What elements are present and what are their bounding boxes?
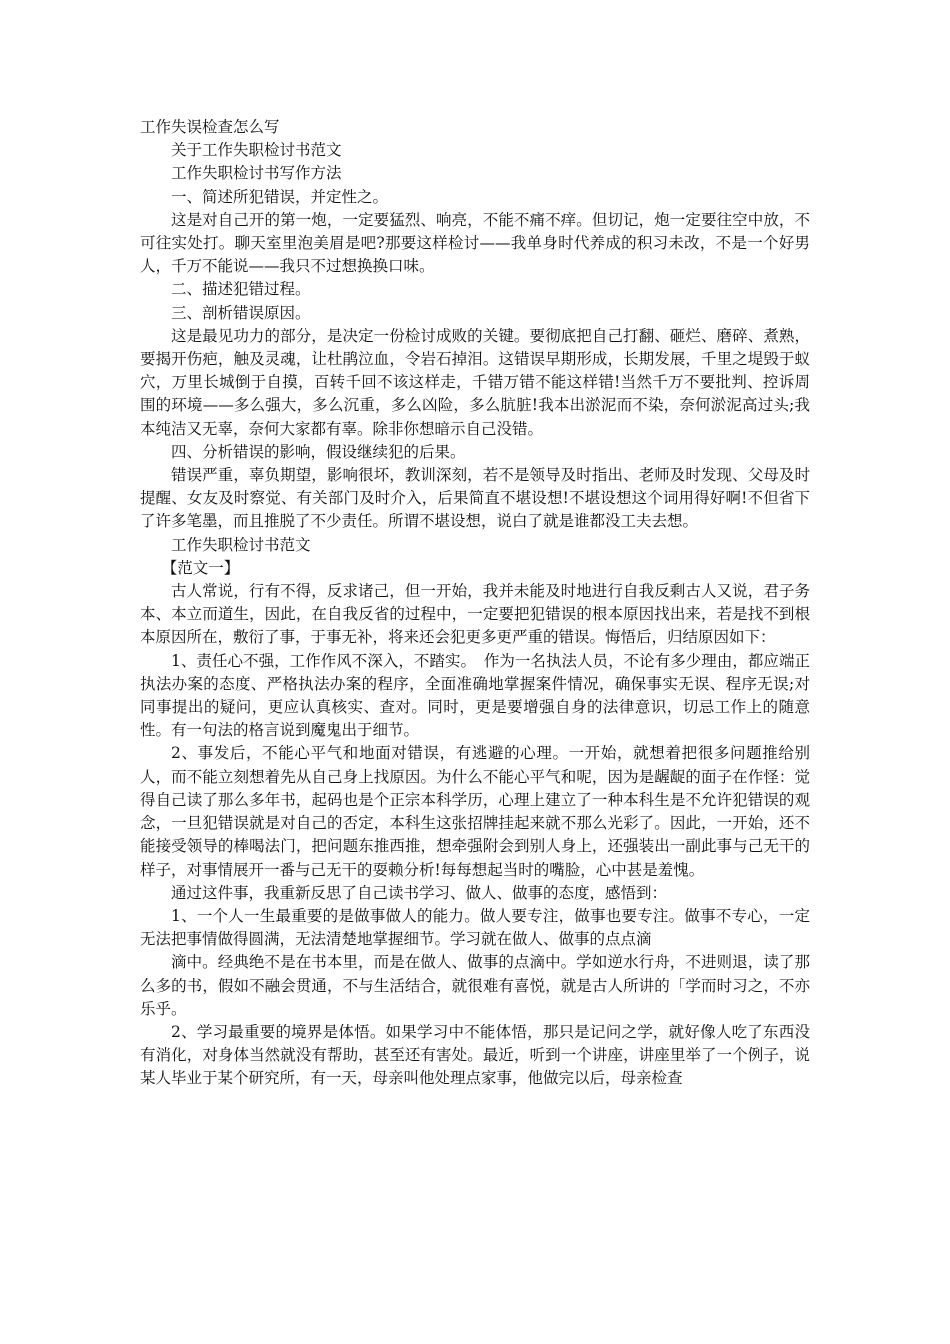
paragraph-16: 1、一个人一生最重要的是做事做人的能力。做人要专注，做事也要专注。做事不专心，一定无法把事情做得圆满，无法清楚地掌握细节。学习就在做人、做事的点点滴 (140, 906, 810, 949)
paragraph-5: 二、描述犯错过程。 (171, 280, 311, 299)
paragraph-15: 通过这件事，我重新反思了自己读书学习、做人、做事的态度，感悟到： (171, 883, 668, 902)
paragraph-3: 一、简述所犯错误，并定性之。 (171, 187, 389, 206)
paragraph-17: 滴中。经典绝不是在书本里，而是在做人、做事的点滴中。学如逆水行舟，不进则退，读了那么多的书，假如不融会贯通，不与生活结合，就很难有喜悦，就是古人所讲的「学而时习之，不亦乐乎。 (140, 953, 810, 1018)
paragraph-13: 1、责任心不强，工作作风不深入，不踏实。 作为一名执法人员，不论有多少理由，都应端正执法办案的态度、严格执法办案的程序，全面准确地掌握案件情况，确保事实无误、程序无误;对同事提出的疑问，更应认真核实、查对。同时，更是要增强自身的法律意识，切忌工作上的随意性。有一句法的格言说到魔鬼出于细节。 (140, 651, 810, 740)
paragraph-2: 工作失职检讨书写作方法 (171, 164, 342, 183)
paragraph-6: 三、剖析错误原因。 (171, 303, 311, 322)
paragraph-7: 这是最见功力的部分，是决定一份检讨成败的关键。要彻底把自己打翻、砸烂、磨碎、煮熟，要揭开伤疤，触及灵魂，让杜鹃泣血，令岩石掉泪。这错误早期形成，长期发展，千里之堤毁于蚁穴，万里长城倒于自摸，百转千回不该这样走，千错万错不能这样错!当然千万不要批判、控诉周围的环境——多么强大，多么沉重，多么凶险，多么肮脏!我本出淤泥而不染，奈何淤泥高过头;我本纯洁又无辜，奈何大家都有辜。除非你想暗示自己没错。 (140, 326, 810, 438)
document-body (140, 116, 810, 1091)
paragraph-10: 工作失职检讨书范文 (171, 535, 311, 554)
paragraph-1: 关于工作失职检讨书范文 (171, 141, 342, 160)
paragraph-8: 四、分析错误的影响，假设继续犯的后果。 (171, 442, 466, 461)
paragraph-18: 2、学习最重要的境界是体悟。如果学习中不能体悟，那只是记问之学，就好像人吃了东西没有消化，对身体当然就没有帮助，甚至还有害处。最近，听到一个讲座，讲座里举了一个例子，说某人毕业于某个研究所，有一天，母亲叫他处理点家事，他做完以后，母亲检查 (140, 1022, 810, 1088)
paragraph-14: 2、事发后，不能心平气和地面对错误，有逃避的心理。一开始，就想着把很多问题推给别人，而不能立刻想着先从自己身上找原因。为什么不能心平气和呢，因为是龌龊的面子在作怪：觉得自己读了那么多年书，起码也是个正宗本科学历，心理上建立了一种本科生是不允许犯错误的观念，一旦犯错误就是对自己的否定，本科生这张招牌挂起来就不那么光彩了。因此，一开始，还不能接受领导的棒喝法门，把问题东推西推，想牵强附会到别人身上，还强装出一副此事与己无干的样子，对事情展开一番与己无干的耍赖分析!每每想起当时的嘴脸，心中甚是羞愧。 (140, 744, 810, 879)
paragraph-9: 错误严重，辜负期望，影响很坏，教训深刻，若不是领导及时指出、老师及时发现、父母及时提醒、女友及时察觉、有关部门及时介入，后果简直不堪设想!不堪设想这个词用得好啊!不但省下了许多笔墨，而且推脱了不少责任。所谓不堪设想，说白了就是谁都没工夫去想。 (140, 466, 810, 531)
document-title: 工作失误检查怎么写 (140, 118, 280, 136)
paragraph-4: 这是对自己开的第一炮，一定要猛烈、响亮，不能不痛不痒。但切记，炮一定要往空中放，不可往实处打。聊天室里泡美眉是吧?那要这样检讨——我单身时代养成的积习未改，不是一个好男人，千万不能说——我只不过想换换口味。 (140, 210, 810, 276)
paragraph-12: 古人常说，行有不得，反求诸己，但一开始，我并未能及时地进行自我反剩古人又说，君子务本、本立而道生，因此，在自我反省的过程中，一定要把犯错误的根本原因找出来，若是找不到根本原因所在，敷衍了事，于事无补，将来还会犯更多更严重的错误。悔悟后，归结原因如下： (140, 582, 810, 647)
paragraph-11: 【范文一】 (161, 558, 240, 577)
